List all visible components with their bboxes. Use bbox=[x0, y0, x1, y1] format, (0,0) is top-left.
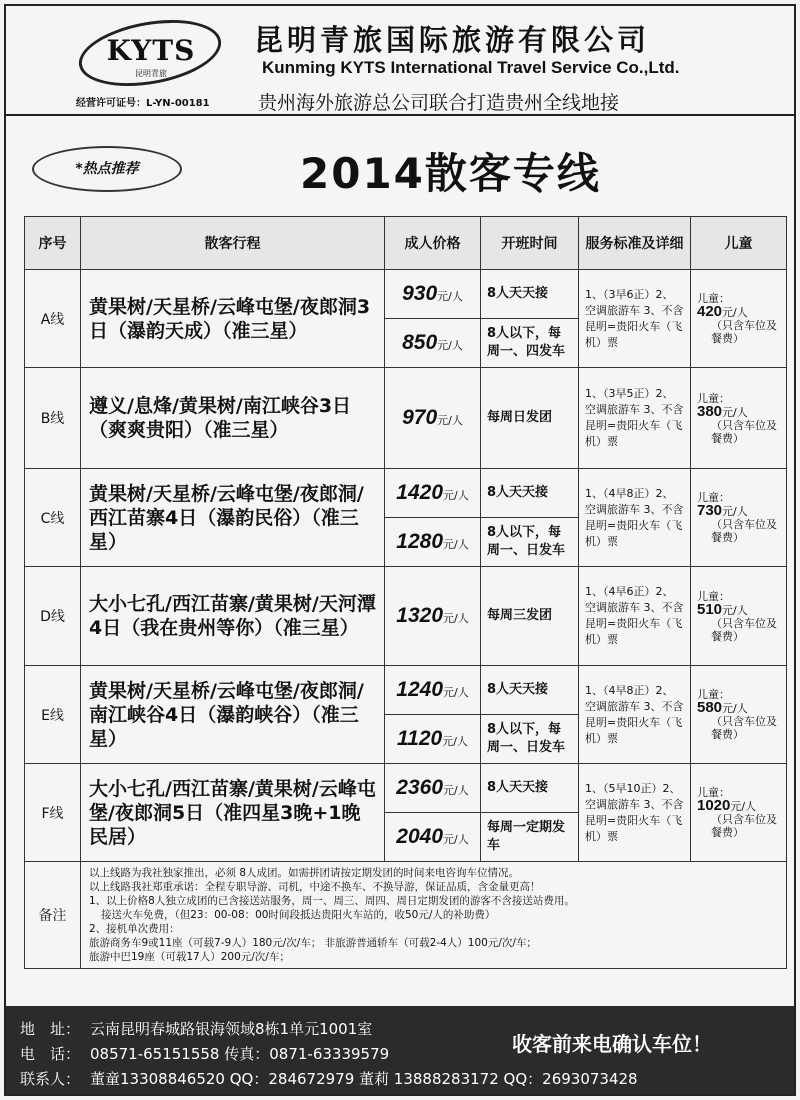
price-unit: 元/人 bbox=[443, 489, 469, 502]
table-row bbox=[25, 764, 787, 813]
company-name-cn: 昆明青旅国际旅游有限公司 bbox=[254, 23, 651, 57]
footer-slogan: 收客前来电确认车位！ bbox=[512, 1032, 712, 1056]
price-value: 2360 bbox=[396, 776, 443, 799]
adult-price bbox=[385, 319, 481, 368]
col-header-adult-price: 成人价格 bbox=[385, 217, 481, 270]
schedule: 8人天天接 bbox=[481, 764, 579, 813]
adult-price bbox=[385, 567, 481, 666]
table-row bbox=[25, 567, 787, 666]
service-details: 1、（5早10正）2、空调旅游车 3、不含昆明=贵阳火车（飞机）票 bbox=[579, 764, 691, 862]
footer-address-row bbox=[20, 1018, 372, 1039]
note-line: 旅游中巴19座（可载17人）200元/次/车； bbox=[89, 951, 290, 963]
note-line: 接送火车免费，（但23：00-08：00时间段抵达贵阳火车站的，收50元/人的补助费） bbox=[101, 909, 496, 921]
service-details: 1、（3早5正）2、空调旅游车 3、不含昆明=贵阳火车（飞机）票 bbox=[579, 368, 691, 469]
adult-price bbox=[385, 469, 481, 518]
kyts-logo bbox=[76, 22, 226, 94]
notes-row bbox=[25, 862, 787, 969]
child-price: 730 bbox=[697, 502, 723, 519]
route-id: D线 bbox=[25, 567, 81, 666]
company-name-en: Kunming KYTS International Travel Service Co.,Ltd. bbox=[262, 58, 680, 77]
child-label: 儿童： bbox=[697, 391, 730, 405]
child-label: 儿童： bbox=[697, 491, 730, 504]
notes-label: 备注 bbox=[25, 862, 81, 969]
service-details: 1、（3早6正）2、空调旅游车 3、不含昆明=贵阳火车（飞机）票 bbox=[579, 270, 691, 368]
route-desc: 大小七孔/西江苗寨/黄果树/天河潭4日（我在贵州等你）（准三星） bbox=[81, 567, 385, 666]
note-line: 旅游商务车9或11座（可载7-9人）180元/次/车； 非旅游普通轿车（可载2-4人）100元/次/车； bbox=[89, 937, 537, 949]
child-note: （只含车位及餐费） bbox=[711, 616, 777, 643]
price-unit: 元/人 bbox=[443, 686, 469, 699]
child-unit: 元/人 bbox=[722, 505, 748, 518]
schedule: 每周一定期发车 bbox=[481, 813, 579, 862]
footer-phone-row bbox=[20, 1043, 389, 1064]
child-price: 580 bbox=[697, 699, 723, 716]
child-unit: 元/人 bbox=[722, 603, 748, 617]
route-desc: 大小七孔/西江苗寨/黄果树/云峰屯堡/夜郎洞5日（准四星3晚+1晚民居） bbox=[81, 764, 385, 862]
child-price-cell bbox=[691, 368, 787, 469]
adult-price bbox=[385, 715, 481, 764]
table-row bbox=[25, 368, 787, 469]
company-tagline: 贵州海外旅游总公司联合打造贵州全线地接 bbox=[258, 92, 620, 114]
table-row bbox=[25, 666, 787, 715]
child-price-cell bbox=[691, 666, 787, 764]
logo-letters: KYTS bbox=[106, 34, 196, 67]
col-header-route: 散客行程 bbox=[81, 217, 385, 270]
price-value: 850 bbox=[402, 331, 438, 354]
schedule: 每周三发团 bbox=[481, 567, 579, 666]
col-header-id: 序号 bbox=[25, 217, 81, 270]
service-details: 1、（4早8正）2、空调旅游车 3、不含昆明=贵阳火车（飞机）票 bbox=[579, 469, 691, 567]
child-price-cell bbox=[691, 469, 787, 567]
col-header-service: 服务标准及详细 bbox=[579, 217, 691, 270]
schedule: 8人以下，每周一、日发车 bbox=[481, 715, 579, 764]
price-value: 1420 bbox=[396, 481, 443, 504]
child-note: （只含车位及餐费） bbox=[711, 813, 777, 839]
route-id: C线 bbox=[25, 469, 81, 567]
child-unit: 元/人 bbox=[722, 306, 748, 319]
schedule: 8人以下，每周一、四发车 bbox=[481, 319, 579, 368]
child-label: 儿童： bbox=[697, 786, 730, 799]
note-line: 以上线路为我社独家推出，必须 8人成团。如需拼团请按定期发团的时间来电咨询车位情况。 bbox=[89, 867, 520, 879]
notes-cell bbox=[81, 862, 787, 969]
route-id: E线 bbox=[25, 666, 81, 764]
phone-label: 电 话： bbox=[20, 1045, 81, 1063]
adult-price bbox=[385, 764, 481, 813]
tour-table bbox=[24, 216, 787, 969]
schedule: 8人天天接 bbox=[481, 469, 579, 518]
child-note: （只含车位及餐费） bbox=[711, 319, 777, 345]
schedule: 8人天天接 bbox=[481, 270, 579, 319]
license-number: 经营许可证号：L-YN-00181 bbox=[76, 98, 210, 109]
child-note: （只含车位及餐费） bbox=[711, 518, 777, 544]
schedule: 8人以下，每周一、日发车 bbox=[481, 518, 579, 567]
child-price: 510 bbox=[697, 600, 723, 618]
price-value: 2040 bbox=[396, 825, 443, 848]
price-unit: 元/人 bbox=[437, 290, 463, 303]
adult-price bbox=[385, 368, 481, 469]
child-label: 儿童： bbox=[697, 688, 730, 701]
address-label: 地 址： bbox=[20, 1020, 81, 1038]
col-header-child: 儿童 bbox=[691, 217, 787, 270]
phone-value: 08571-65151558 传真：0871-63339579 bbox=[90, 1045, 390, 1063]
child-price-cell bbox=[691, 270, 787, 368]
route-id: A线 bbox=[25, 270, 81, 368]
service-details: 1、（4早6正）2、空调旅游车 3、不含昆明=贵阳火车（飞机）票 bbox=[579, 567, 691, 666]
table-row bbox=[25, 270, 787, 319]
footer-contact-row bbox=[20, 1068, 638, 1089]
route-desc: 黄果树/天星桥/云峰屯堡/夜郎洞/南江峡谷4日（瀑韵峡谷）（准三星） bbox=[81, 666, 385, 764]
address-value: 云南昆明春城路银海领域8栋1单元1001室 bbox=[90, 1020, 373, 1038]
price-value: 1280 bbox=[396, 530, 443, 553]
adult-price bbox=[385, 270, 481, 319]
price-unit: 元/人 bbox=[442, 735, 468, 748]
price-unit: 元/人 bbox=[437, 414, 463, 427]
adult-price bbox=[385, 518, 481, 567]
route-id: B线 bbox=[25, 368, 81, 469]
col-header-schedule: 开班时间 bbox=[481, 217, 579, 270]
price-value: 930 bbox=[402, 282, 438, 305]
note-line: 2、接机单次费用： bbox=[89, 923, 180, 935]
child-label: 儿童： bbox=[697, 589, 730, 603]
price-unit: 元/人 bbox=[443, 833, 469, 846]
child-note: （只含车位及餐费） bbox=[711, 715, 777, 741]
price-unit: 元/人 bbox=[443, 784, 469, 797]
table-row bbox=[25, 469, 787, 518]
schedule: 8人天天接 bbox=[481, 666, 579, 715]
header bbox=[6, 6, 794, 116]
price-value: 1320 bbox=[396, 604, 443, 627]
page-title: 2014散客专线 bbox=[300, 149, 601, 198]
child-unit: 元/人 bbox=[730, 800, 757, 813]
note-line: 以上线路我社郑重承诺：全程专职导游、司机，中途不换车、不换导游，保证品质，含金量更高！ bbox=[89, 881, 541, 893]
schedule: 每周日发团 bbox=[481, 368, 579, 469]
note-line: 1、以上价格8人独立成团的已含接送站服务，周一、周三、周四、周日定期发团的游客不含接送站费用。 bbox=[89, 895, 575, 907]
price-unit: 元/人 bbox=[437, 339, 463, 352]
contact-label: 联系人： bbox=[20, 1070, 81, 1088]
price-value: 1240 bbox=[396, 678, 443, 701]
contact-value: 董童13308846520 QQ：284672979 董莉 13888283172 QQ：2693073428 bbox=[90, 1070, 638, 1088]
route-desc: 黄果树/天星桥/云峰屯堡/夜郎洞/西江苗寨4日（瀑韵民俗）（准三星） bbox=[81, 469, 385, 567]
child-price-cell bbox=[691, 567, 787, 666]
child-unit: 元/人 bbox=[722, 702, 748, 715]
route-id: F线 bbox=[25, 764, 81, 862]
hot-recommend-badge: *热点推荐 bbox=[32, 146, 182, 192]
footer bbox=[6, 1006, 794, 1094]
price-unit: 元/人 bbox=[443, 538, 469, 551]
child-price-cell bbox=[691, 764, 787, 862]
child-price: 1020 bbox=[697, 797, 731, 814]
child-price: 420 bbox=[697, 303, 723, 320]
price-value: 970 bbox=[402, 406, 438, 429]
table-header-row bbox=[25, 217, 787, 270]
adult-price bbox=[385, 666, 481, 715]
price-unit: 元/人 bbox=[443, 612, 469, 625]
service-details: 1、（4早8正）2、空调旅游车 3、不含昆明=贵阳火车（飞机）票 bbox=[579, 666, 691, 764]
logo-subtext: 昆明青旅 bbox=[135, 69, 167, 78]
route-desc: 黄果树/天星桥/云峰屯堡/夜郎洞3日（瀑韵天成）（准三星） bbox=[81, 270, 385, 368]
child-note: （只含车位及餐费） bbox=[711, 418, 777, 445]
adult-price bbox=[385, 813, 481, 862]
flyer-page bbox=[4, 4, 796, 1096]
child-label: 儿童： bbox=[697, 292, 730, 305]
child-unit: 元/人 bbox=[722, 405, 748, 419]
route-desc: 遵义/息烽/黄果树/南江峡谷3日（爽爽贵阳）（准三星） bbox=[81, 368, 385, 469]
child-price: 380 bbox=[697, 402, 723, 420]
price-value: 1120 bbox=[397, 727, 443, 750]
